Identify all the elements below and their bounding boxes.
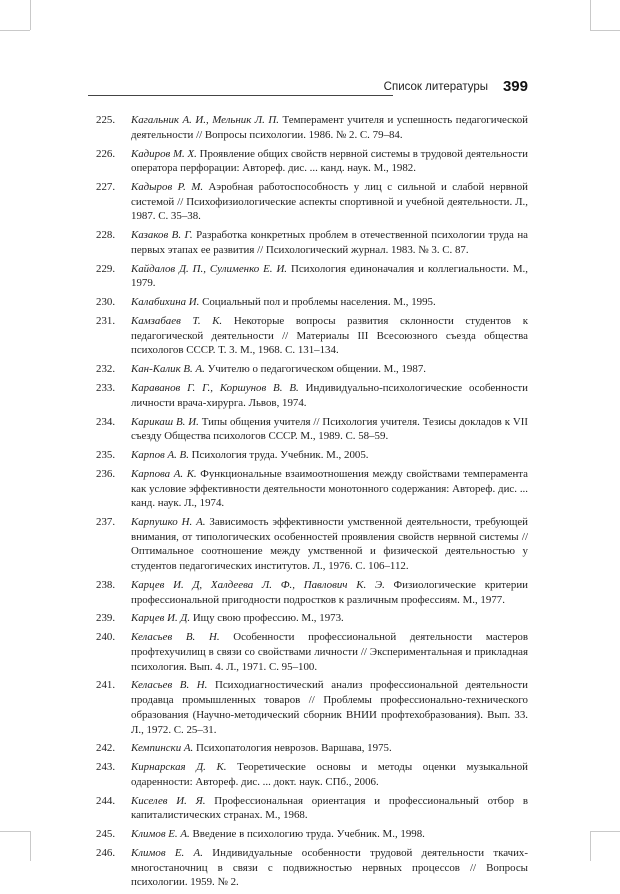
reference-body xyxy=(131,467,528,511)
reference-item xyxy=(96,295,528,310)
reference-number: 246. xyxy=(96,846,116,859)
reference-text: Типы общения учителя // Психология учителя. Тезисы докладов к VII съезду Общества психологов СССР. М., 1989. С. 58–59. xyxy=(131,415,529,443)
reference-body xyxy=(131,228,528,257)
reference-author: Казаков В. Г. xyxy=(131,229,193,242)
reference-number: 229. xyxy=(96,262,116,275)
reference-item xyxy=(96,611,528,626)
reference-body xyxy=(131,827,528,842)
reference-item xyxy=(96,180,528,224)
reference-text: Аэробная работоспособность у лиц с сильной и слабой нервной системой // Психофизиологические аспекты спортивной и учебной деятельности. Л., 1987. С. 35–38. xyxy=(131,181,528,223)
reference-author: Кагальник А. И., Мельник Л. П. xyxy=(131,114,279,126)
reference-text: Особенности профессиональной деятельности мастеров профтехучилищ в связи со свойствами личности // Экспериментальная и прикладная психология. Вып. 4. Л., 1971. С. 95–100. xyxy=(131,631,528,673)
reference-number: 242. xyxy=(96,742,116,755)
reference-item xyxy=(96,630,528,674)
reference-item xyxy=(96,147,528,176)
reference-body xyxy=(131,578,528,607)
reference-author: Климов Е. А. xyxy=(131,828,190,841)
reference-body xyxy=(131,113,528,142)
reference-author: Келасьев В. Н. xyxy=(131,631,220,644)
reference-body xyxy=(131,760,528,789)
reference-author: Карпушко Н. А. xyxy=(131,516,206,528)
reference-item xyxy=(96,262,528,291)
reference-number: 239. xyxy=(96,612,116,625)
reference-author: Кадиров М. Х. xyxy=(131,147,197,160)
reference-number: 244. xyxy=(96,794,116,807)
reference-body xyxy=(131,846,528,890)
reference-item xyxy=(96,846,528,890)
header-rule xyxy=(88,95,393,96)
reference-number: 238. xyxy=(96,578,116,591)
reference-author: Кемпински А. xyxy=(131,742,194,755)
crop-mark xyxy=(30,831,31,861)
reference-text: Темперамент учителя и успешность педагогической деятельности // Вопросы психологии. 1986. № 2. С. 79–84. xyxy=(131,114,528,141)
reference-item xyxy=(96,381,528,410)
reference-body xyxy=(131,741,528,756)
reference-number: 234. xyxy=(96,415,116,428)
reference-number: 245. xyxy=(96,828,116,841)
reference-number: 233. xyxy=(96,382,116,394)
reference-number: 235. xyxy=(96,449,116,461)
reference-text: Психология единоначалия и коллегиальности. М., 1979. xyxy=(131,262,528,290)
crop-mark xyxy=(0,30,30,31)
reference-body xyxy=(131,314,528,358)
reference-author: Кирнарская Д. К. xyxy=(131,761,227,774)
reference-author: Кайдалов Д. П., Сулименко Е. И. xyxy=(131,262,288,275)
reference-list xyxy=(96,113,528,894)
reference-author: Климов Е. А. xyxy=(131,846,203,859)
reference-author: Карцев И. Д. xyxy=(131,612,191,625)
reference-number: 237. xyxy=(96,516,116,528)
page-number: 399 xyxy=(502,78,528,95)
running-header xyxy=(88,80,528,98)
reference-item xyxy=(96,467,528,511)
reference-body xyxy=(131,794,528,823)
reference-number: 226. xyxy=(96,147,116,160)
reference-number: 243. xyxy=(96,761,116,774)
reference-item xyxy=(96,678,528,737)
crop-mark xyxy=(590,831,591,861)
reference-body xyxy=(131,611,528,626)
reference-body xyxy=(131,515,528,574)
reference-author: Карпов А. В. xyxy=(131,449,189,461)
reference-number: 228. xyxy=(96,229,116,242)
reference-number: 227. xyxy=(96,181,116,193)
reference-text: Проявление общих свойств нервной системы в трудовой деятельности оператора перфорации: Автореф. дис. ... канд. наук. М., 1982. xyxy=(131,147,528,175)
reference-number: 231. xyxy=(96,315,116,327)
reference-text: Физиологические критерии профессиональной пригодности подростков к различным профессиям. М., 1977. xyxy=(131,578,528,606)
reference-author: Киселев И. Я. xyxy=(131,794,206,807)
reference-text: Социальный пол и проблемы населения. М., 1995. xyxy=(199,296,436,309)
reference-item xyxy=(96,228,528,257)
reference-body xyxy=(131,147,528,176)
reference-item xyxy=(96,760,528,789)
reference-body xyxy=(131,381,528,410)
reference-body xyxy=(131,415,528,444)
reference-number: 225. xyxy=(96,114,116,126)
reference-text: Теоретические основы и методы оценки музыкальной одаренности: Автореф. дис. ... докт. наук. СПб., 2006. xyxy=(131,761,528,788)
reference-author: Карикаш В. И. xyxy=(131,415,199,428)
reference-author: Карпова А. К. xyxy=(131,467,197,480)
crop-mark xyxy=(590,0,591,30)
reference-item xyxy=(96,362,528,377)
reference-author: Караванов Г. Г., Коршунов В. В. xyxy=(131,382,299,394)
reference-number: 230. xyxy=(96,296,116,309)
reference-text: Введение в психологию труда. Учебник. М., 1998. xyxy=(189,828,425,841)
reference-number: 232. xyxy=(96,363,116,376)
reference-text: Индивидуальные особенности трудовой деятельности ткачих-многостаночниц в связи с подвижностью нервных процессов // Вопросы психологии. 1959. № 2. xyxy=(131,846,529,889)
reference-text: Психология труда. Учебник. М., 2005. xyxy=(188,449,369,461)
reference-item xyxy=(96,578,528,607)
section-title: Список литературы xyxy=(383,81,488,93)
reference-body xyxy=(131,678,528,737)
reference-text: Индивидуально-психологические особенности личности врача-хирурга. Львов, 1974. xyxy=(131,382,528,409)
reference-text: Зависимость эффективности умственной деятельности, требующей внимания, от типологических особенностей проявления свойств нервной системы // Оптимальное соотношение между умственной и физической деятельностью у студентов педагогических институтов. Л., 1976. С. 106–112. xyxy=(131,516,529,573)
reference-body xyxy=(131,262,528,291)
reference-item xyxy=(96,113,528,142)
crop-mark xyxy=(0,831,30,832)
crop-mark xyxy=(590,831,620,832)
reference-item xyxy=(96,827,528,842)
crop-mark xyxy=(30,0,31,30)
reference-text: Функциональные взаимоотношения между свойствами темперамента как условие эффективности деятельности монотонного содержания: Автореф. дис. ... канд. наук. Л., 1974. xyxy=(131,467,529,510)
reference-text: Психодиагностический анализ профессиональной деятельности продавца промышленных товаров // Проблемы профессионально-технического образования (Научно-методический сборник ВНИИ профтехобразования). Вып. 33. Л., 1972. С. 25–31. xyxy=(131,679,529,736)
reference-author: Кан-Калик В. А. xyxy=(131,363,205,376)
reference-author: Карцев И. Д, Халдеева Л. Ф., Павлович К. Э. xyxy=(131,578,385,591)
reference-item xyxy=(96,415,528,444)
reference-text: Учителю о педагогическом общении. М., 1987. xyxy=(204,363,426,376)
reference-text: Разработка конкретных проблем в отечественной психологии труда на первых этапах ее развития // Психологический журнал. 1983. № 3. С. 87. xyxy=(131,229,528,256)
reference-author: Камзабаев Т. К. xyxy=(131,315,223,327)
reference-number: 241. xyxy=(96,679,116,692)
reference-body xyxy=(131,295,528,310)
reference-author: Кадыров Р. М. xyxy=(131,181,204,193)
reference-item xyxy=(96,448,528,463)
reference-body xyxy=(131,630,528,674)
reference-number: 236. xyxy=(96,467,116,480)
reference-author: Калабихина И. xyxy=(131,296,200,309)
reference-number: 240. xyxy=(96,631,116,644)
reference-item xyxy=(96,314,528,358)
reference-body xyxy=(131,362,528,377)
reference-body xyxy=(131,180,528,224)
reference-item xyxy=(96,794,528,823)
reference-author: Келасьев В. Н. xyxy=(131,679,208,692)
reference-item xyxy=(96,515,528,574)
reference-text: Профессиональная ориентация и профессиональный отбор в капиталистических странах. М., 1968. xyxy=(131,794,528,822)
reference-item xyxy=(96,741,528,756)
reference-text: Ищу свою профессию. М., 1973. xyxy=(190,612,344,625)
crop-mark xyxy=(590,30,620,31)
reference-body xyxy=(131,448,528,463)
reference-text: Некоторые вопросы развития склонности студентов к педагогической деятельности // Материалы III Всесоюзного съезда общества психологов СССР. Т. 3. М., 1968. С. 131–134. xyxy=(131,315,528,357)
reference-text: Психопатология неврозов. Варшава, 1975. xyxy=(193,742,392,755)
